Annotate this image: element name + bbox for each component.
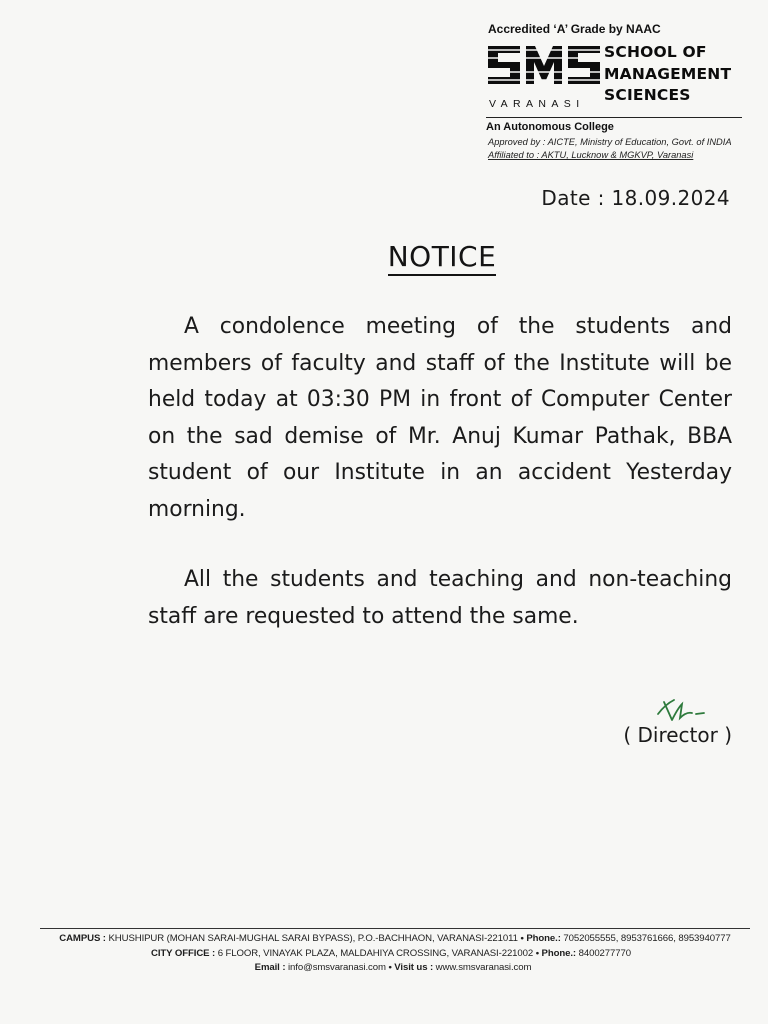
footer-contact: Email : info@smsvaranasi.com • Visit us : www.smsvaranasi.com bbox=[254, 962, 532, 973]
footer-divider bbox=[40, 928, 750, 929]
notice-paragraph-2 bbox=[148, 562, 732, 635]
paragraph-line: held today at 03:30 PM in front of Computer Center bbox=[148, 387, 732, 412]
city-phone-label: Phone.: bbox=[541, 948, 577, 959]
letterhead bbox=[486, 22, 744, 162]
website-label: Visit us : bbox=[394, 962, 434, 973]
footer-campus: CAMPUS : KHUSHIPUR (MOHAN SARAI-MUGHAL SARAI BYPASS), P.O.-BACHHAON, VARANASI-221011 • Phone.: 7052055555, 8953761666, 8953940777 bbox=[59, 933, 731, 944]
website-url: www.smsvaranasi.com bbox=[435, 962, 532, 973]
city-office-label: CITY OFFICE : bbox=[151, 948, 216, 959]
city-phone: 8400277770 bbox=[578, 948, 631, 959]
campus-address: KHUSHIPUR (MOHAN SARAI-MUGHAL SARAI BYPASS), P.O.-BACHHAON, VARANASI-221011 bbox=[108, 933, 518, 944]
notice-title-text: NOTICE bbox=[388, 240, 497, 276]
signatory-label: ( Director ) bbox=[623, 723, 732, 747]
approval-text: Approved by : AICTE, Ministry of Education, Govt. of INDIA bbox=[488, 137, 732, 147]
campus-label: CAMPUS : bbox=[59, 933, 106, 944]
institution-name-line: SCIENCES bbox=[604, 86, 691, 104]
sms-logo bbox=[486, 38, 602, 94]
letterhead-divider bbox=[486, 117, 742, 118]
director-signature bbox=[652, 696, 708, 726]
paragraph-line: members of faculty and staff of the Institute will be bbox=[148, 350, 732, 376]
city-name: VARANASI bbox=[489, 98, 585, 110]
institution-name-line: SCHOOL OF bbox=[604, 43, 707, 61]
affiliation-text: Affiliated to : AKTU, Lucknow & MGKVP, Varanasi bbox=[488, 150, 694, 160]
institution-name bbox=[604, 42, 731, 107]
campus-phone: 7052055555, 8953761666, 8953940777 bbox=[563, 933, 731, 944]
paragraph-line: student of our Institute in an accident Yesterday bbox=[148, 460, 732, 485]
campus-phone-label: Phone.: bbox=[526, 933, 561, 944]
paragraph-line: A condolence meeting of the students and bbox=[184, 314, 732, 339]
paragraph-line: morning. bbox=[148, 496, 246, 522]
autonomous-label: An Autonomous College bbox=[486, 121, 614, 133]
paragraph-line: staff are requested to attend the same. bbox=[148, 603, 579, 629]
email-address: info@smsvaranasi.com bbox=[288, 962, 386, 973]
email-label: Email : bbox=[254, 962, 286, 973]
footer-city-office: CITY OFFICE : 6 FLOOR, VINAYAK PLAZA, MALDAHIYA CROSSING, VARANASI-221002 • Phone.: 8400277770 bbox=[151, 948, 631, 959]
notice-paragraph-1 bbox=[148, 309, 732, 528]
notice-date: Date : 18.09.2024 bbox=[541, 186, 730, 210]
accreditation-text: Accredited ‘A’ Grade by NAAC bbox=[488, 22, 661, 36]
institution-name-line: MANAGEMENT bbox=[604, 64, 732, 83]
notice-title bbox=[0, 240, 768, 273]
city-office-address: 6 FLOOR, VINAYAK PLAZA, MALDAHIYA CROSSING, VARANASI-221002 bbox=[217, 948, 534, 959]
paragraph-line: All the students and teaching and non-teaching bbox=[184, 567, 732, 592]
paragraph-line: on the sad demise of Mr. Anuj Kumar Pathak, BBA bbox=[148, 423, 732, 449]
